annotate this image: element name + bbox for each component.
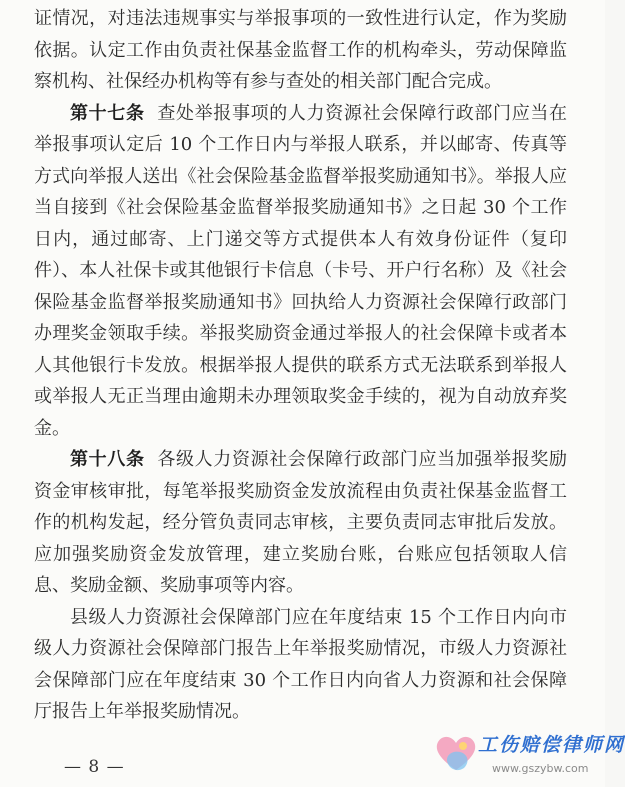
article-label: 第十八条	[70, 449, 145, 470]
paragraph-reporting-timeline	[34, 602, 567, 728]
paragraph-article-17	[34, 98, 567, 445]
paragraph-article-18	[34, 444, 567, 602]
paragraph-text: 证情况，对违法违规事实与举报事项的一致性进行认定，作为奖励依据。认定工作由负责社保基金监督工作的机构牵头，劳动保障监察机构、社保经办机构等有参与查处的相关部门配合完成。	[34, 8, 567, 92]
heart-logo-icon	[430, 726, 482, 778]
document-body	[34, 3, 567, 728]
paragraph-text: 县级人力资源社会保障部门应在年度结束 15 个工作日内向市级人力资源社会保障部门报告上年举报奖励情况，市级人力资源社会保障部门应在年度结束 30 个工作日内向省人力资源和社会保障厅报告上年举报奖励情况。	[34, 606, 567, 722]
site-watermark	[430, 726, 625, 784]
page-number: — 8 —	[64, 757, 125, 777]
watermark-title: 工伤赔偿律师网	[478, 734, 625, 756]
article-label: 第十七条	[70, 102, 145, 124]
paragraph-text: 各级人力资源社会保障行政部门应当加强举报奖励资金审核审批，每笔举报奖励资金发放流程由负责社保基金监督工作的机构发起，经分管负责同志审核，主要负责同志审批后发放。应加强奖励资金发放管理，建立奖励台账，台账应包括领取人信息、奖励金额、奖励事项等内容。	[34, 449, 568, 596]
paragraph-continued	[34, 3, 567, 98]
paragraph-text: 查处举报事项的人力资源社会保障行政部门应当在举报事项认定后 10 个工作日内与举报人联系，并以邮寄、传真等方式向举报人送出《社会保险基金监督举报奖励通知书》。举报人应当自接到《社会保险基金监督举报奖励通知书》之日起 30 个工作日内，通过邮寄、上门递交等方式提供本人有效身份证件（复印件）、本人社保卡或其他银行卡信息（卡号、开户行名称）及《社会保险基金监督举报奖励通知书》回执给人力资源社会保障行政部门办理奖金领取手续。举报奖励资金通过举报人的社会保障卡或者本人其他银行卡发放。根据举报人提供的联系方式无法联系到举报人或举报人无正当理由逾期未办理领取奖金手续的，视为自动放弃奖金。	[34, 102, 568, 439]
watermark-url: www.gszybw.com	[492, 762, 589, 775]
